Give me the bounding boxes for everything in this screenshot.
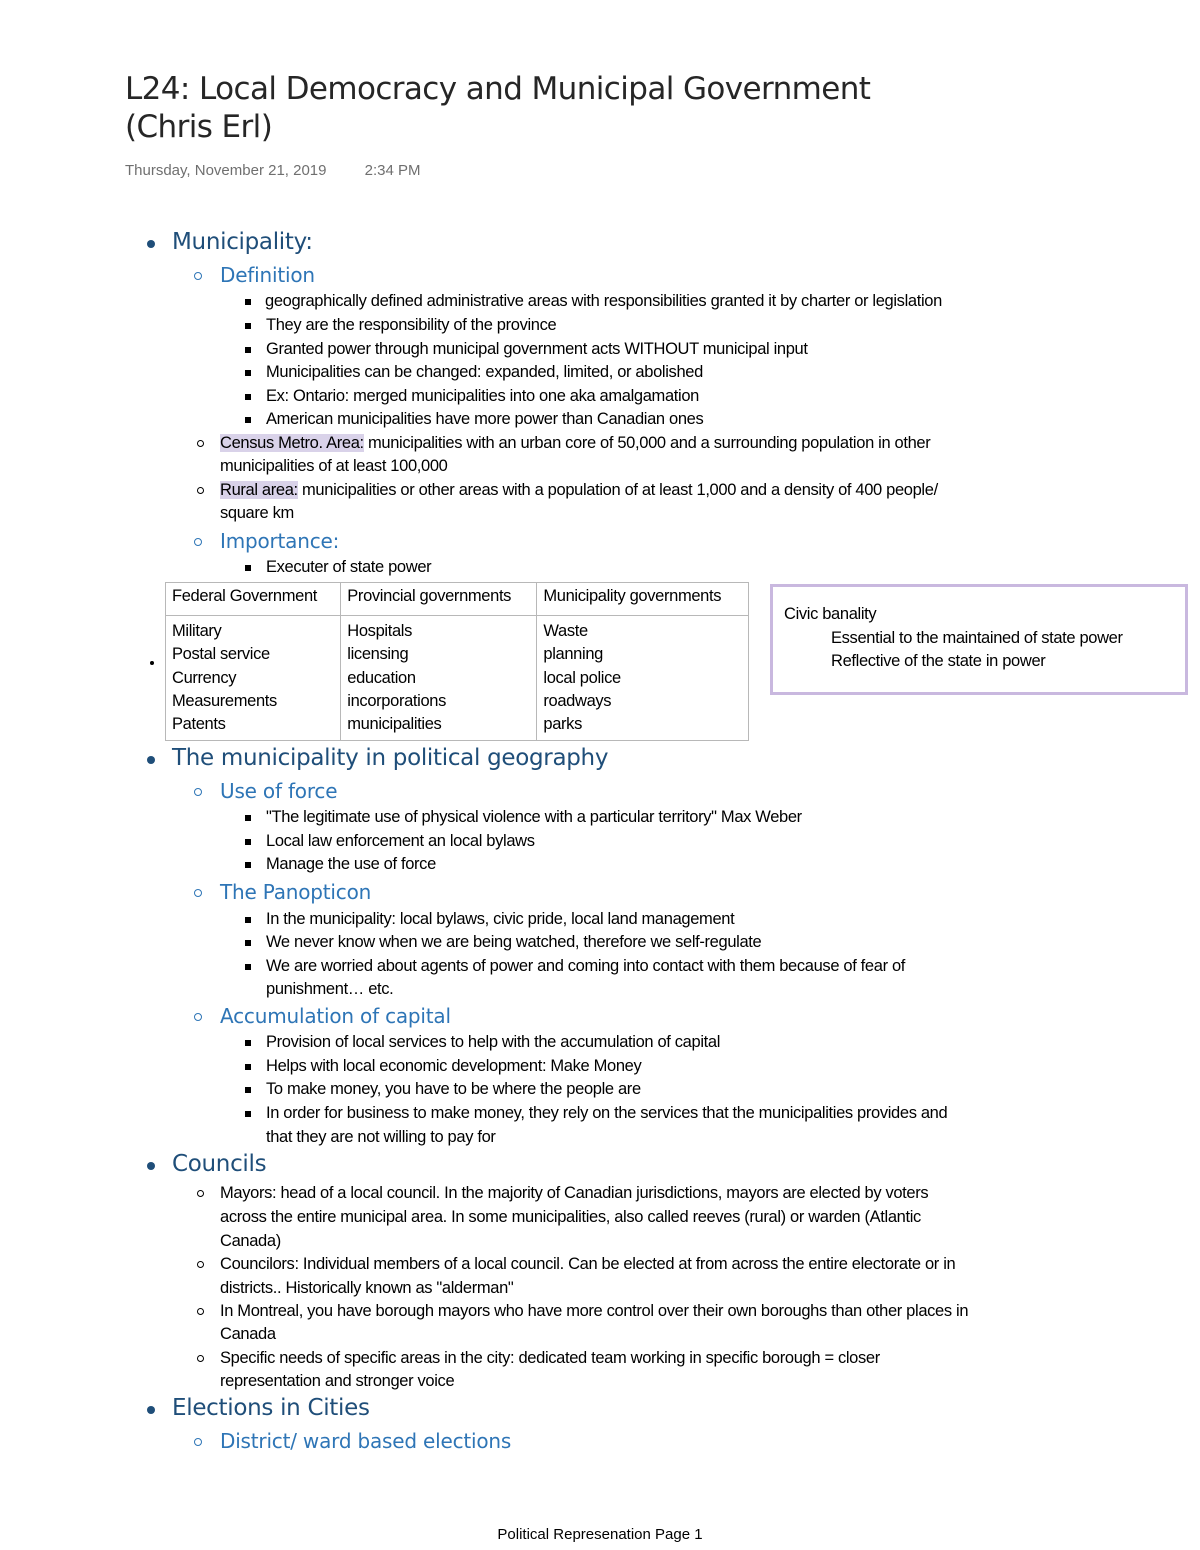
council-item-continuation: Canada) (220, 1232, 281, 1250)
list-item: We are worried about agents of power and coming into contact with them because of fear of (266, 957, 906, 975)
council-item-continuation: across the entire municipal area. In some municipalities, also called reeves (rural) or warden (Atlantic (220, 1208, 921, 1226)
heading-importance: Importance: (220, 529, 340, 553)
census-metro-definition (220, 432, 930, 456)
box-title: Civic banality (784, 605, 877, 623)
cell-line: education (347, 668, 416, 687)
table-header: Federal Government (166, 583, 341, 616)
page-date: Thursday, November 21, 2019 (125, 162, 327, 179)
definition-text: municipalities or other areas with a population of at least 1,000 and a density of 400 people/ (297, 481, 938, 499)
cell-line: Currency (172, 668, 237, 687)
circle-bullet-icon (197, 1355, 204, 1362)
heading-elections: Elections in Cities (172, 1395, 370, 1421)
heading-use-of-force: Use of force (220, 779, 338, 803)
box-line: Essential to the maintained of state power (831, 629, 1123, 647)
circle-bullet-icon (194, 272, 202, 280)
square-bullet-icon (245, 347, 251, 353)
list-item: To make money, you have to be where the people are (266, 1080, 641, 1098)
list-item-continuation: that they are not willing to pay for (266, 1128, 496, 1146)
square-bullet-icon (245, 323, 251, 329)
cell-line: Military (172, 622, 222, 640)
definition-text: municipalities with an urban core of 50,000 and a surrounding population in other (363, 434, 931, 452)
square-bullet-icon (245, 1087, 251, 1093)
square-bullet-icon (245, 394, 251, 400)
circle-bullet-icon (194, 889, 202, 897)
list-item: "The legitimate use of physical violence with a particular territory" Max Weber (266, 808, 802, 826)
circle-bullet-icon (194, 538, 202, 546)
table-cell-provincial (341, 616, 537, 741)
heading-panopticon: The Panopticon (220, 880, 372, 904)
bullet-icon (150, 661, 154, 665)
circle-bullet-icon (197, 440, 204, 447)
list-item: In order for business to make money, they rely on the services that the municipalities provides and (266, 1104, 948, 1122)
bullet-icon (147, 240, 155, 248)
cell-line: parks (543, 715, 582, 734)
council-item-continuation: representation and stronger voice (220, 1372, 455, 1390)
square-bullet-icon (245, 1111, 251, 1117)
council-item: Councilors: Individual members of a local council. Can be elected at from across the entire electorate or in (220, 1255, 956, 1273)
council-item: In Montreal, you have borough mayors who have more control over their own boroughs than other places in (220, 1302, 969, 1320)
heading-councils: Councils (172, 1151, 267, 1177)
table-cell-municipal (537, 616, 749, 741)
cell-line: incorporations (347, 691, 447, 710)
cell-line: municipalities (347, 715, 442, 734)
list-item: Provision of local services to help with the accumulation of capital (266, 1033, 721, 1051)
cell-line: roadways (543, 691, 612, 710)
cell-line: Postal service (172, 645, 270, 664)
cell-line: planning (543, 645, 603, 664)
square-bullet-icon (245, 862, 251, 868)
circle-bullet-icon (194, 788, 202, 796)
list-item: American municipalities have more power than Canadian ones (266, 410, 704, 428)
council-item: Specific needs of specific areas in the city: dedicated team working in specific borough = closer (220, 1349, 880, 1367)
page-metadata (125, 162, 421, 179)
table-header: Provincial governments (341, 583, 537, 616)
box-line: Reflective of the state in power (831, 652, 1046, 670)
table-cell-federal (166, 616, 341, 741)
circle-bullet-icon (197, 487, 204, 494)
cell-line: licensing (347, 645, 409, 664)
definition-continuation: square km (220, 504, 294, 522)
bullet-icon (147, 756, 155, 764)
circle-bullet-icon (197, 1190, 204, 1197)
list-item: Manage the use of force (266, 855, 436, 873)
square-bullet-icon (245, 299, 251, 305)
civic-banality-box (770, 584, 1188, 695)
square-bullet-icon (245, 1040, 251, 1046)
page-footer: Political Represenation Page 1 (497, 1526, 703, 1543)
square-bullet-icon (245, 964, 251, 970)
square-bullet-icon (245, 1064, 251, 1070)
square-bullet-icon (245, 815, 251, 821)
list-item-continuation: punishment… etc. (266, 980, 394, 998)
heading-ward-elections: District/ ward based elections (220, 1429, 512, 1453)
list-item: Executer of state power (266, 558, 432, 576)
highlighted-term: Census Metro. Area: (220, 434, 364, 452)
list-item: geographically defined administrative areas with responsibilities granted it by charter or legislation (265, 292, 942, 310)
government-responsibilities-table (165, 582, 749, 741)
circle-bullet-icon (194, 1438, 202, 1446)
square-bullet-icon (245, 940, 251, 946)
rural-area-definition (220, 479, 938, 503)
table-header: Municipality governments (537, 583, 749, 616)
heading-political-geography: The municipality in political geography (172, 745, 609, 771)
list-item: Local law enforcement an local bylaws (266, 832, 535, 850)
cell-line: Patents (172, 715, 226, 734)
circle-bullet-icon (197, 1261, 204, 1268)
square-bullet-icon (245, 917, 251, 923)
list-item: Helps with local economic development: Make Money (266, 1057, 642, 1075)
circle-bullet-icon (197, 1308, 204, 1315)
list-item: Granted power through municipal government acts WITHOUT municipal input (266, 340, 808, 358)
council-item-continuation: districts.. Historically known as "alderman" (220, 1279, 514, 1297)
page-title: L24: Local Democracy and Municipal Government (Chris Erl) (125, 71, 871, 145)
heading-accumulation-of-capital: Accumulation of capital (220, 1004, 451, 1028)
list-item: Municipalities can be changed: expanded, limited, or abolished (266, 363, 703, 381)
list-item: In the municipality: local bylaws, civic pride, local land management (266, 910, 735, 928)
definition-continuation: municipalities of at least 100,000 (220, 457, 448, 475)
list-item: Ex: Ontario: merged municipalities into one aka amalgamation (266, 387, 699, 405)
square-bullet-icon (245, 565, 251, 571)
square-bullet-icon (245, 417, 251, 423)
bullet-icon (147, 1162, 155, 1170)
circle-bullet-icon (194, 1013, 202, 1021)
list-item: They are the responsibility of the province (266, 316, 557, 334)
square-bullet-icon (245, 370, 251, 376)
page-time: 2:34 PM (364, 162, 421, 179)
cell-line: Waste (543, 622, 588, 640)
cell-line: local police (543, 668, 621, 687)
heading-municipality: Municipality: (172, 229, 313, 255)
highlighted-term: Rural area: (220, 481, 298, 499)
list-item: We never know when we are being watched, therefore we self-regulate (266, 933, 762, 951)
square-bullet-icon (245, 839, 251, 845)
council-item-continuation: Canada (220, 1325, 276, 1343)
cell-line: Hospitals (347, 622, 412, 640)
cell-line: Measurements (172, 691, 277, 710)
council-item: Mayors: head of a local council. In the majority of Canadian jurisdictions, mayors are elected by voters (220, 1184, 929, 1202)
heading-definition: Definition (220, 263, 315, 287)
bullet-icon (147, 1406, 155, 1414)
